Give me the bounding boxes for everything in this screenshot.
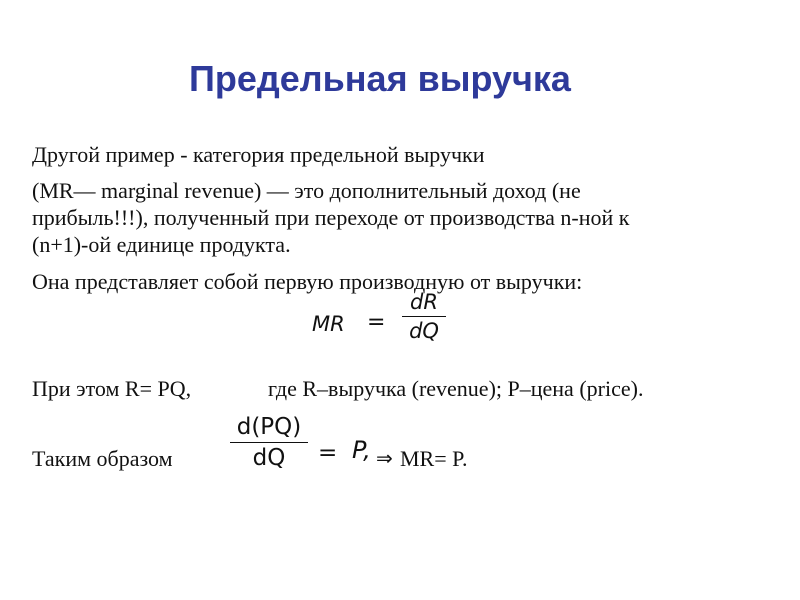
formula-derivative-numerator: d(PQ) bbox=[236, 414, 302, 440]
text-line-6a: При этом R= PQ, bbox=[32, 376, 192, 401]
formula-mr-numerator: dR bbox=[410, 290, 438, 314]
formula-mr-fraction bbox=[402, 290, 446, 343]
text-line-5: Она представляет собой первую производную от выручки: bbox=[32, 269, 583, 294]
formula-derivative-fraction bbox=[230, 414, 308, 471]
text-line-2: (MR— marginal revenue) — это дополнительный доход (не bbox=[32, 178, 581, 203]
text-line-3: прибыль!!!), полученный при переходе от производства n-ной к bbox=[32, 205, 630, 230]
formula-mr-equals: = bbox=[367, 310, 386, 335]
formula-mr-denominator: dQ bbox=[409, 319, 439, 343]
fraction-bar bbox=[230, 442, 308, 443]
implies-arrow-icon: ⇒ bbox=[376, 446, 393, 470]
text-line-6b: где R–выручка (revenue); P–цена (price). bbox=[268, 376, 644, 401]
text-line-1: Другой пример - категория предельной выручки bbox=[32, 142, 485, 167]
slide-title: Предельная выручка bbox=[189, 58, 571, 99]
fraction-bar bbox=[402, 316, 446, 317]
text-line-4: (n+1)-ой единице продукта. bbox=[32, 232, 291, 257]
formula-derivative-result: MR= P. bbox=[400, 446, 468, 471]
formula-derivative-equals: = bbox=[318, 440, 338, 466]
formula-derivative-rhs: P, bbox=[352, 436, 371, 464]
formula-derivative-denominator: dQ bbox=[252, 445, 286, 471]
text-line-7: Таким образом bbox=[32, 446, 173, 471]
formula-mr-lhs: MR bbox=[312, 312, 345, 336]
